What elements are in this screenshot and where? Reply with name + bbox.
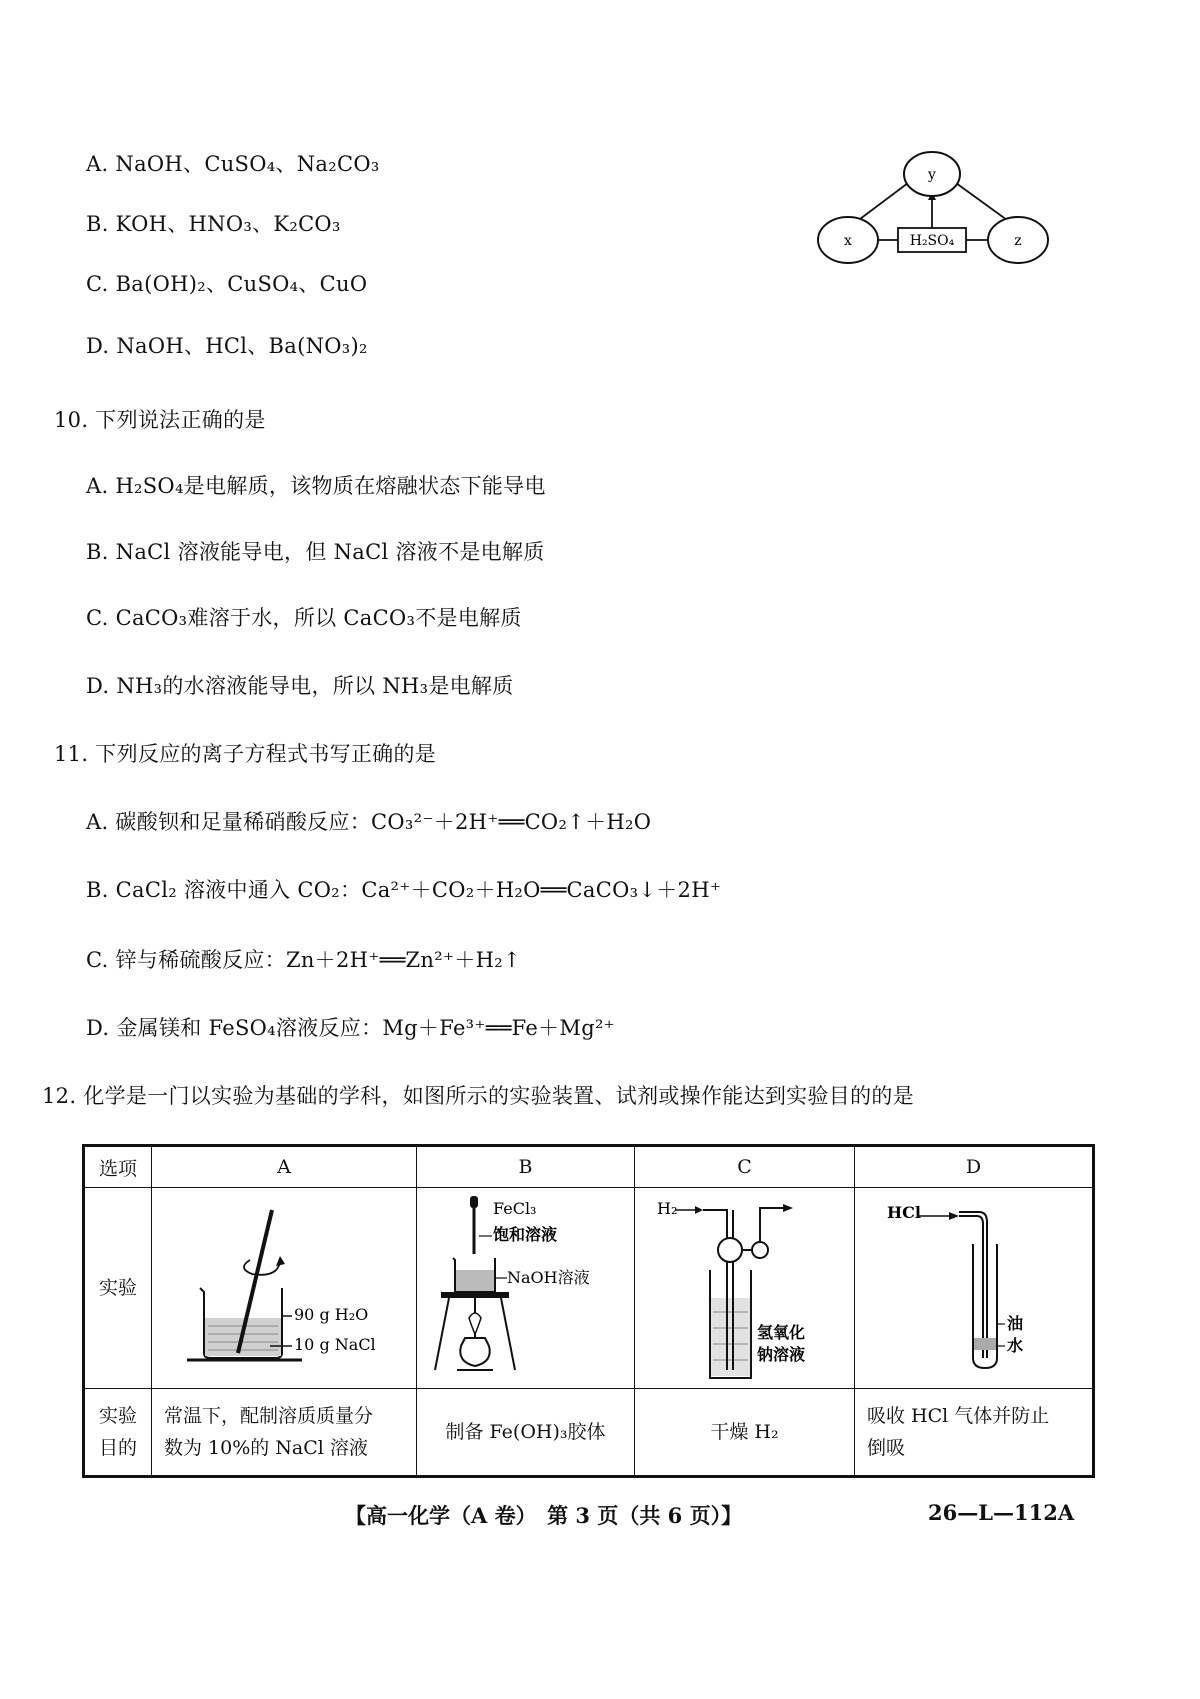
header-b: B [417,1146,635,1188]
purpose-b: 制备 Fe(OH)₃胶体 [417,1389,635,1477]
node-h2so4: H₂SO₄ [909,233,955,249]
label-oil: 油 [1007,1314,1024,1333]
label-naoh-solution: NaOH溶液 [507,1268,590,1287]
header-option: 选项 [84,1146,152,1188]
q11-option-c: C. 锌与稀硫酸反应：Zn＋2H⁺══Zn²⁺＋H₂↑ [86,948,521,972]
table-experiment-row [84,1188,1094,1389]
table-purpose-row [84,1389,1094,1477]
label-h2: H₂ [657,1199,678,1218]
header-d: D [855,1146,1094,1188]
label-hcl: HCl [887,1203,921,1222]
q10-stem: 10. 下列说法正确的是 [54,408,266,432]
q10-option-a: A. H₂SO₄是电解质，该物质在熔融状态下能导电 [86,474,546,498]
label-fecl3: FeCl₃ [493,1199,537,1218]
q11-option-d: D. 金属镁和 FeSO₄溶液反应：Mg＋Fe³⁺══Fe＋Mg²⁺ [86,1016,616,1040]
q11-option-b: B. CaCl₂ 溶液中通入 CO₂：Ca²⁺＋CO₂＋H₂O══CaCO₃↓＋2H⁺ [86,878,722,902]
q9-option-a: A. NaOH、CuSO₄、Na₂CO₃ [86,152,380,176]
table-header-row [84,1146,1094,1188]
experiment-row-label: 实验 [84,1188,152,1389]
node-y: y [928,167,936,183]
header-c: C [635,1146,855,1188]
header-a: A [152,1146,417,1188]
label-saturated-solution: 饱和溶液 [493,1225,558,1244]
q10-option-b: B. NaCl 溶液能导电，但 NaCl 溶液不是电解质 [86,540,545,564]
exam-code: 26—L—112A [928,1500,1075,1525]
page-footer: 【高一化学（A 卷） 第 3 页（共 6 页）】 [345,1503,743,1528]
label-sodium-hydroxide-1: 氢氧化 [757,1323,806,1342]
purpose-a: 常温下，配制溶质质量分 数为 10%的 NaCl 溶液 [152,1389,417,1477]
q10-option-c: C. CaCO₃难溶于水，所以 CaCO₃不是电解质 [86,606,522,630]
q10-option-d: D. NH₃的水溶液能导电，所以 NH₃是电解质 [86,674,514,698]
label-90g-water: 90 g H₂O [294,1305,369,1324]
q11-option-a: A. 碳酸钡和足量稀硝酸反应：CO₃²⁻＋2H⁺══CO₂↑＋H₂O [86,810,652,834]
q11-stem: 11. 下列反应的离子方程式书写正确的是 [54,742,437,766]
label-sodium-hydroxide-2: 钠溶液 [757,1345,806,1364]
q9-option-d: D. NaOH、HCl、Ba(NO₃)₂ [86,334,368,358]
q9-option-b: B. KOH、HNO₃、K₂CO₃ [86,212,341,236]
apparatus-d-absorption [855,1188,1094,1389]
q12-stem: 12. 化学是一门以实验为基础的学科，如图所示的实验装置、试剂或操作能达到实验目的的是 [42,1084,914,1108]
node-x: x [844,233,852,249]
label-water: 水 [1007,1336,1024,1355]
apparatus-a-dissolving [152,1188,417,1389]
purpose-d: 吸收 HCl 气体并防止 倒吸 [855,1389,1094,1477]
apparatus-b-colloid [417,1188,635,1389]
apparatus-c-drying [635,1188,855,1389]
purpose-row-label: 实验 目的 [84,1389,152,1477]
node-z: z [1014,233,1022,249]
q9-option-c: C. Ba(OH)₂、CuSO₄、CuO [86,272,368,296]
experiment-table [82,1144,1095,1478]
label-10g-nacl: 10 g NaCl [294,1335,376,1354]
reaction-cycle-diagram [808,148,1058,273]
purpose-c: 干燥 H₂ [635,1389,855,1477]
